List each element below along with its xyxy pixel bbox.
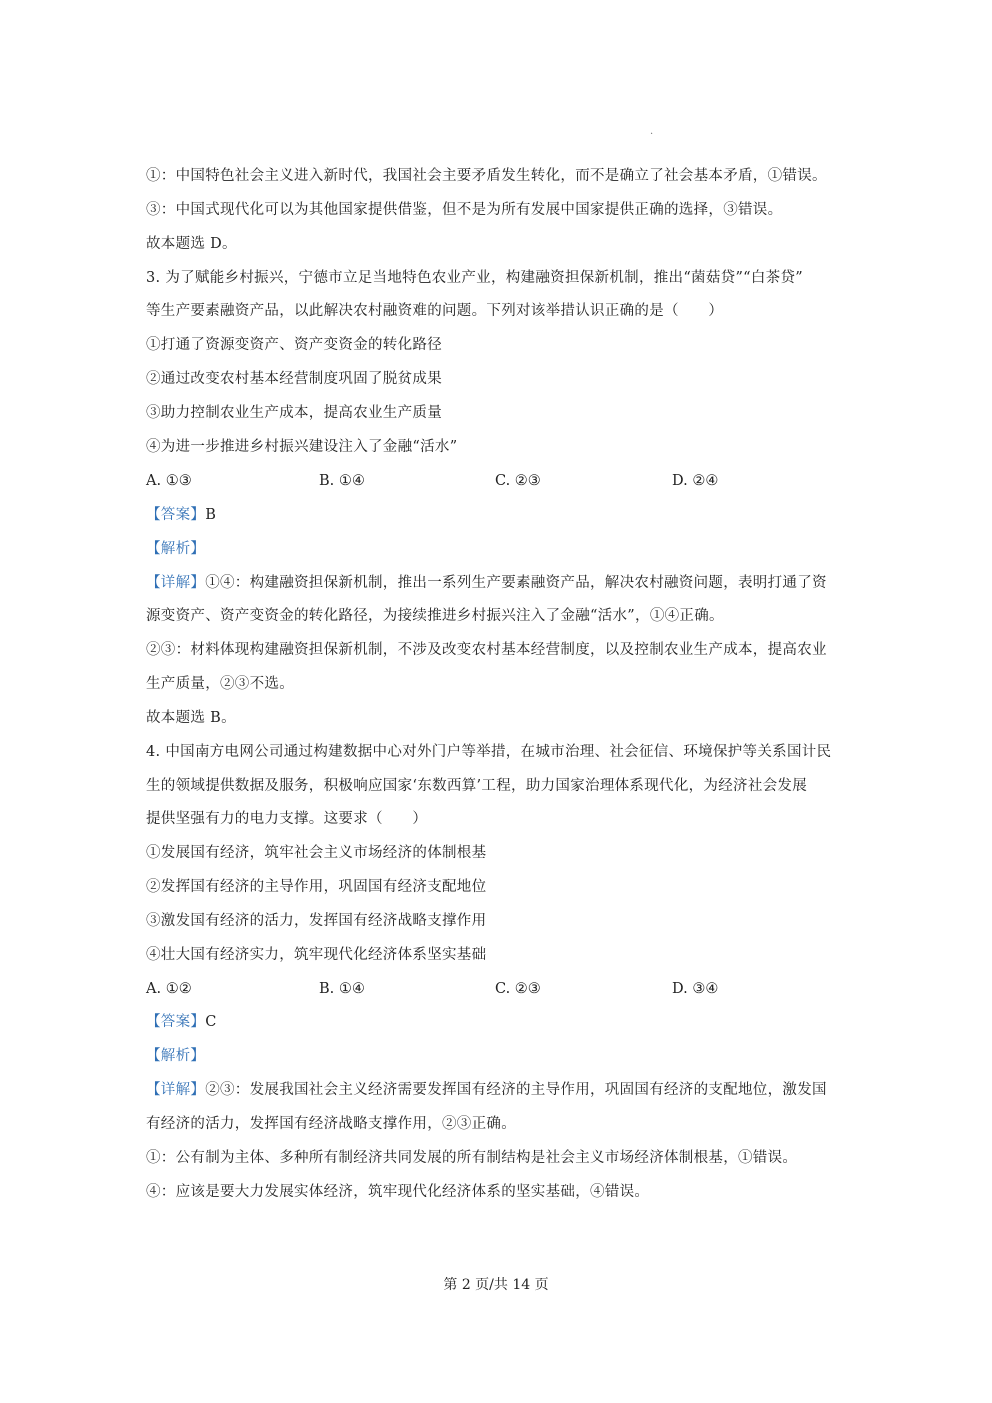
- q3-option-c: C. ②③: [495, 473, 541, 489]
- question-4-stem: 生的领域提供数据及服务，积极响应国家‘东数西算’工程，助力国家治理体系现代化，为经济社会发展: [146, 778, 808, 794]
- answer-value: C: [205, 1014, 217, 1030]
- question-4-stem: 4. 中国南方电网公司通过构建数据中心对外门户等举措，在城市治理、社会征信、环境保护等关系国计民: [146, 744, 832, 760]
- q4-answer: [146, 1012, 217, 1032]
- q4-option-d: D. ③④: [672, 981, 719, 997]
- text-line: ①：中国特色社会主义进入新时代，我国社会主要矛盾发生转化，而不是确立了社会基本矛盾，①错误。: [146, 168, 827, 184]
- q4-option-a: A. ①②: [146, 981, 192, 997]
- answer-tag: 【答案】: [146, 1014, 206, 1030]
- question-3-stem: 3. 为了赋能乡村振兴，宁德市立足当地特色农业产业，构建融资担保新机制，推出“菌菇贷”“白茶贷”: [146, 270, 803, 286]
- q3-analysis-tag: 【解析】: [146, 541, 206, 557]
- dot-mark: .: [650, 126, 654, 137]
- text-line: 故本题选 D。: [146, 236, 237, 252]
- q4-option-b: B. ①④: [319, 981, 365, 997]
- q3-detail: [146, 573, 827, 593]
- statement-2: ②通过改变农村基本经营制度巩固了脱贫成果: [146, 371, 442, 387]
- detail-tag: 【详解】: [146, 575, 206, 591]
- q3-detail: 源变资产、资产变资金的转化路径，为接续推进乡村振兴注入了金融“活水”，①④正确。: [146, 608, 724, 624]
- q4-option-c: C. ②③: [495, 981, 541, 997]
- q3-option-d: D. ②④: [672, 473, 719, 489]
- statement-1: ①打通了资源变资产、资产变资金的转化路径: [146, 337, 442, 353]
- statement-2: ②发挥国有经济的主导作用，巩固国有经济支配地位: [146, 879, 487, 895]
- statement-1: ①发展国有经济，筑牢社会主义市场经济的体制根基: [146, 845, 487, 861]
- statement-3: ③助力控制农业生产成本，提高农业生产质量: [146, 405, 442, 421]
- q3-detail: 生产质量，②③不选。: [146, 676, 294, 692]
- text-line: ③：中国式现代化可以为其他国家提供借鉴，但不是为所有发展中国家提供正确的选择，③错误。: [146, 202, 783, 218]
- detail-text: ①④：构建融资担保新机制，推出一系列生产要素融资产品，解决农村融资问题，表明打通了资: [205, 575, 827, 591]
- q3-option-b: B. ①④: [319, 473, 365, 489]
- answer-value: B: [205, 507, 217, 523]
- q4-detail: ④：应该是要大力发展实体经济，筑牢现代化经济体系的坚实基础，④错误。: [146, 1184, 650, 1200]
- page-footer: 第 2 页/共 14 页: [443, 1277, 549, 1293]
- question-4-stem: 提供坚强有力的电力支撑。这要求（ ）: [146, 811, 428, 827]
- q3-answer: [146, 505, 216, 525]
- q4-detail: 有经济的活力，发挥国有经济战略支撑作用，②③正确。: [146, 1116, 516, 1132]
- q4-analysis-tag: 【解析】: [146, 1048, 206, 1064]
- q3-option-a: A. ①③: [146, 473, 192, 489]
- statement-4: ④为进一步推进乡村振兴建设注入了金融“活水”: [146, 439, 458, 455]
- q4-detail: [146, 1080, 827, 1100]
- q3-detail: ②③：材料体现构建融资担保新机制，不涉及改变农村基本经营制度，以及控制农业生产成本，提高农业: [146, 642, 827, 658]
- statement-4: ④壮大国有经济实力，筑牢现代化经济体系坚实基础: [146, 947, 487, 963]
- q4-detail: ①：公有制为主体、多种所有制经济共同发展的所有制结构是社会主义市场经济体制根基，①错误。: [146, 1150, 798, 1166]
- question-3-stem: 等生产要素融资产品，以此解决农村融资难的问题。下列对该举措认识正确的是（ ）: [146, 303, 724, 319]
- answer-tag: 【答案】: [146, 507, 206, 523]
- detail-text: ②③：发展我国社会主义经济需要发挥国有经济的主导作用，巩固国有经济的支配地位，激发国: [205, 1082, 827, 1098]
- statement-3: ③激发国有经济的活力，发挥国有经济战略支撑作用: [146, 913, 487, 929]
- detail-tag: 【详解】: [146, 1082, 206, 1098]
- q3-conclusion: 故本题选 B。: [146, 710, 236, 726]
